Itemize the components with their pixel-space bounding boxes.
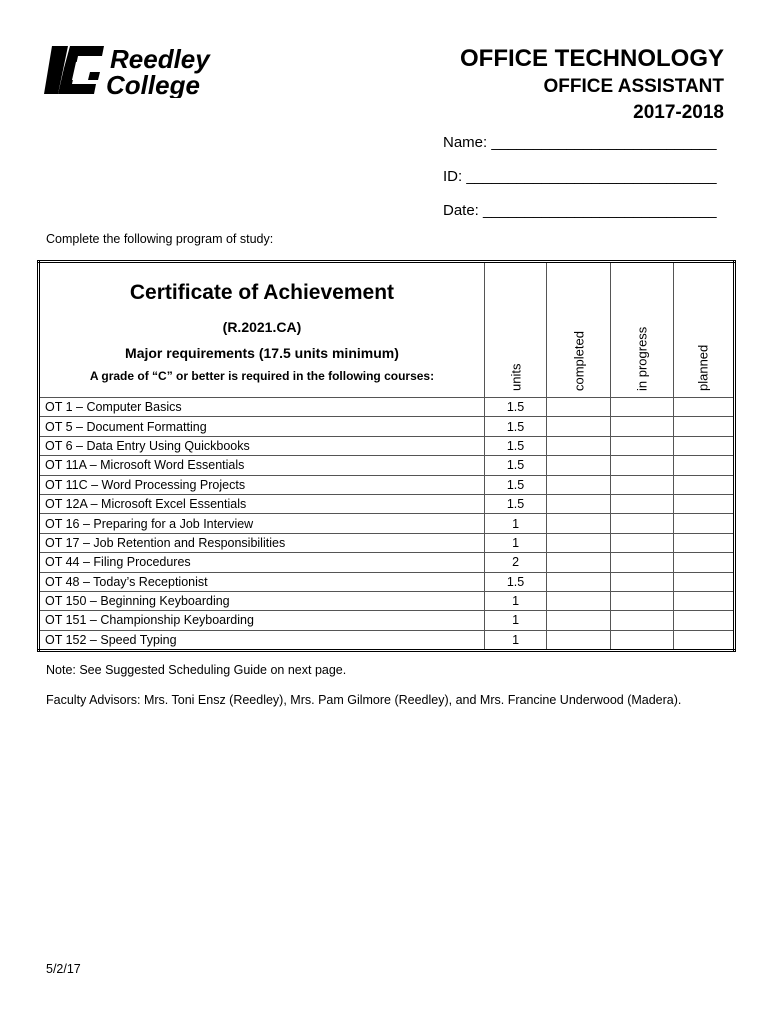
course-units: 1.5 (484, 456, 546, 475)
id-field[interactable]: ID: ______________________________ (443, 168, 717, 185)
certificate-title: Certificate of Achievement (129, 281, 395, 304)
course-name: OT 5 – Document Formatting (39, 417, 485, 436)
planned-checkbox-cell[interactable] (673, 591, 734, 610)
completed-checkbox-cell[interactable] (547, 533, 611, 552)
planned-checkbox-cell[interactable] (673, 611, 734, 630)
student-info-fields (443, 132, 717, 234)
in-progress-checkbox-cell[interactable] (611, 572, 673, 591)
in-progress-checkbox-cell[interactable] (611, 553, 673, 572)
completed-checkbox-cell[interactable] (547, 398, 611, 417)
table-row (39, 456, 735, 475)
course-units: 2 (484, 553, 546, 572)
course-units: 1.5 (484, 475, 546, 494)
table-row (39, 553, 735, 572)
logo-line2: College (106, 70, 200, 98)
course-units: 1 (484, 591, 546, 610)
course-name: OT 11A – Microsoft Word Essentials (39, 456, 485, 475)
planned-checkbox-cell[interactable] (673, 630, 734, 650)
in-progress-checkbox-cell[interactable] (611, 611, 673, 630)
course-name: OT 17 – Job Retention and Responsibilities (39, 533, 485, 552)
in-progress-checkbox-cell[interactable] (611, 456, 673, 475)
planned-checkbox-cell[interactable] (673, 533, 734, 552)
in-progress-checkbox-cell[interactable] (611, 514, 673, 533)
column-label: units (508, 363, 524, 391)
in-progress-checkbox-cell[interactable] (611, 436, 673, 455)
grade-note: A grade of “C” or better is required in the following courses: (89, 369, 435, 383)
course-units: 1 (484, 611, 546, 630)
in-progress-checkbox-cell[interactable] (611, 630, 673, 650)
in-progress-checkbox-cell[interactable] (611, 475, 673, 494)
course-name: OT 48 – Today’s Receptionist (39, 572, 485, 591)
date-field[interactable]: Date: ____________________________ (443, 202, 717, 219)
completed-checkbox-cell[interactable] (547, 514, 611, 533)
document-titles (460, 44, 724, 126)
rc-emblem-icon (44, 46, 104, 94)
course-units: 1.5 (484, 436, 546, 455)
completed-checkbox-cell[interactable] (547, 417, 611, 436)
table-row (39, 494, 735, 513)
course-name: OT 152 – Speed Typing (39, 630, 485, 650)
certificate-header (39, 262, 485, 398)
completed-checkbox-cell[interactable] (547, 572, 611, 591)
course-name: OT 44 – Filing Procedures (39, 553, 485, 572)
program-subtitle: OFFICE ASSISTANT (543, 76, 724, 97)
certificate-code: (R.2021.CA) (222, 319, 302, 335)
major-requirements: Major requirements (17.5 units minimum) (125, 345, 399, 361)
completed-checkbox-cell[interactable] (547, 553, 611, 572)
course-name: OT 11C – Word Processing Projects (39, 475, 485, 494)
in-progress-checkbox-cell[interactable] (611, 417, 673, 436)
table-row (39, 591, 735, 610)
column-header-in-progress (611, 262, 673, 398)
table-header-row (39, 262, 735, 398)
planned-checkbox-cell[interactable] (673, 494, 734, 513)
table-row (39, 436, 735, 455)
course-units: 1.5 (484, 398, 546, 417)
course-name: OT 6 – Data Entry Using Quickbooks (39, 436, 485, 455)
course-name: OT 1 – Computer Basics (39, 398, 485, 417)
table-row (39, 630, 735, 650)
in-progress-checkbox-cell[interactable] (611, 398, 673, 417)
course-table (37, 260, 736, 652)
completed-checkbox-cell[interactable] (547, 436, 611, 455)
completed-checkbox-cell[interactable] (547, 611, 611, 630)
course-units: 1 (484, 533, 546, 552)
completed-checkbox-cell[interactable] (547, 456, 611, 475)
table-row (39, 475, 735, 494)
completed-checkbox-cell[interactable] (547, 591, 611, 610)
course-units: 1.5 (484, 572, 546, 591)
course-name: OT 150 – Beginning Keyboarding (39, 591, 485, 610)
course-name: OT 12A – Microsoft Excel Essentials (39, 494, 485, 513)
in-progress-checkbox-cell[interactable] (611, 591, 673, 610)
planned-checkbox-cell[interactable] (673, 398, 734, 417)
course-name: OT 151 – Championship Keyboarding (39, 611, 485, 630)
table-row (39, 398, 735, 417)
column-label: planned (695, 344, 711, 391)
completed-checkbox-cell[interactable] (547, 475, 611, 494)
column-header-units (484, 262, 546, 398)
column-label: completed (571, 331, 587, 391)
planned-checkbox-cell[interactable] (673, 475, 734, 494)
footer-date: 5/2/17 (46, 962, 81, 976)
completed-checkbox-cell[interactable] (547, 494, 611, 513)
planned-checkbox-cell[interactable] (673, 456, 734, 475)
completed-checkbox-cell[interactable] (547, 630, 611, 650)
instruction-text: Complete the following program of study: (46, 232, 274, 246)
table-row (39, 572, 735, 591)
faculty-advisors: Faculty Advisors: Mrs. Toni Ensz (Reedley), Mrs. Pam Gilmore (Reedley), and Mrs. Francine Underwood (Madera). (46, 693, 682, 707)
table-row (39, 611, 735, 630)
planned-checkbox-cell[interactable] (673, 553, 734, 572)
column-header-planned (673, 262, 734, 398)
logo-line1: Reedley (110, 44, 210, 74)
in-progress-checkbox-cell[interactable] (611, 494, 673, 513)
program-title: OFFICE TECHNOLOGY (460, 45, 724, 72)
course-name: OT 16 – Preparing for a Job Interview (39, 514, 485, 533)
column-header-completed (547, 262, 611, 398)
table-row (39, 417, 735, 436)
planned-checkbox-cell[interactable] (673, 417, 734, 436)
planned-checkbox-cell[interactable] (673, 572, 734, 591)
table-row (39, 533, 735, 552)
name-field[interactable]: Name: ___________________________ (443, 134, 717, 151)
planned-checkbox-cell[interactable] (673, 436, 734, 455)
course-units: 1.5 (484, 417, 546, 436)
course-units: 1.5 (484, 494, 546, 513)
course-units: 1 (484, 630, 546, 650)
reedley-college-logo (44, 44, 254, 98)
scheduling-note: Note: See Suggested Scheduling Guide on next page. (46, 663, 347, 677)
course-units: 1 (484, 514, 546, 533)
in-progress-checkbox-cell[interactable] (611, 533, 673, 552)
program-year: 2017-2018 (633, 102, 724, 123)
planned-checkbox-cell[interactable] (673, 514, 734, 533)
table-row (39, 514, 735, 533)
column-label: in progress (634, 326, 650, 391)
